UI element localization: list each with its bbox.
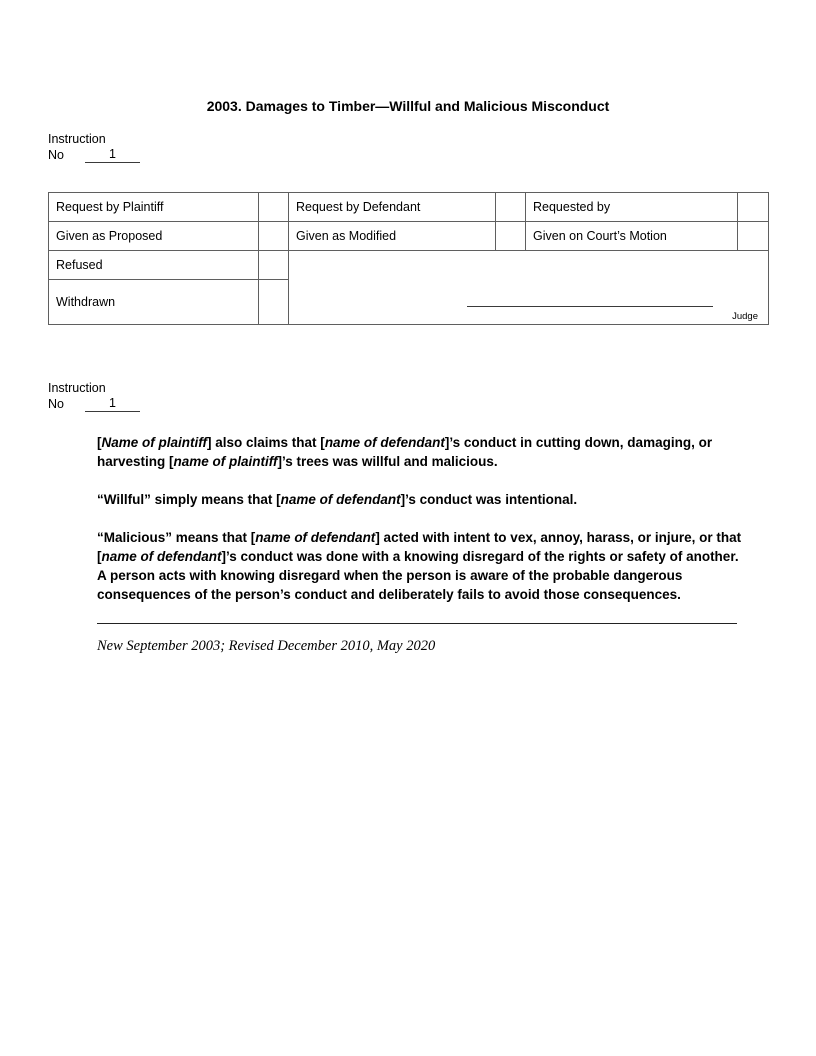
table-row [49, 222, 769, 251]
cell-given-on-courts-motion: Given on Court’s Motion [526, 222, 738, 251]
instruction-no-row [48, 147, 816, 163]
instruction-number-block-top [48, 132, 816, 163]
paragraph-willful-definition: “Willful” simply means that [name of defendant]’s conduct was intentional. [97, 492, 578, 507]
request-disposition-table [48, 192, 769, 325]
paragraph-claim: [Name of plaintiff] also claims that [name of defendant]’s conduct in cutting down, damaging, or harvesting [name of plaintiff]’s trees was willful and malicious. [97, 435, 713, 469]
instruction-no-row [48, 396, 816, 412]
instruction-number: 1 [85, 147, 140, 163]
checkbox-cell-refused [259, 251, 289, 280]
cell-given-as-modified: Given as Modified [289, 222, 496, 251]
checkbox-cell-given-on-courts-motion [738, 222, 769, 251]
checkbox-cell-given-as-proposed [259, 222, 289, 251]
instruction-text-block [97, 433, 743, 604]
cell-request-by-plaintiff: Request by Plaintiff [49, 193, 259, 222]
judge-signature-cell [289, 251, 769, 325]
checkbox-cell-request-by-defendant [496, 193, 526, 222]
cell-request-by-defendant: Request by Defendant [289, 193, 496, 222]
judge-signature-line [467, 306, 713, 307]
cell-given-as-proposed: Given as Proposed [49, 222, 259, 251]
cell-requested-by: Requested by [526, 193, 738, 222]
checkbox-cell-given-as-modified [496, 222, 526, 251]
footer-divider [97, 623, 737, 624]
instruction-label: Instruction [48, 132, 106, 146]
judge-label: Judge [732, 311, 758, 322]
cell-withdrawn: Withdrawn [49, 280, 259, 325]
instruction-number: 1 [85, 396, 140, 412]
instruction-label: Instruction [48, 381, 106, 395]
revision-history: New September 2003; Revised December 2010, May 2020 [97, 638, 436, 654]
checkbox-cell-requested-by [738, 193, 769, 222]
instruction-no-label: No [48, 397, 64, 411]
table-row [49, 251, 769, 280]
table-row [49, 193, 769, 222]
cell-refused: Refused [49, 251, 259, 280]
instruction-number-block-body [48, 381, 816, 412]
checkbox-cell-request-by-plaintiff [259, 193, 289, 222]
page-title: 2003. Damages to Timber—Willful and Malicious Misconduct [206, 98, 610, 114]
paragraph-malicious-definition: “Malicious” means that [name of defendant] acted with intent to vex, annoy, harass, or injure, or that [name of defendant]’s conduct was done with a knowing disregard of the rights or safety of another. A person acts with knowing disregard when the person is aware of the probable dangerous consequences of the person’s conduct and deliberately fails to avoid those consequences. [97, 530, 742, 602]
checkbox-cell-withdrawn [259, 280, 289, 325]
instruction-no-label: No [48, 148, 64, 162]
